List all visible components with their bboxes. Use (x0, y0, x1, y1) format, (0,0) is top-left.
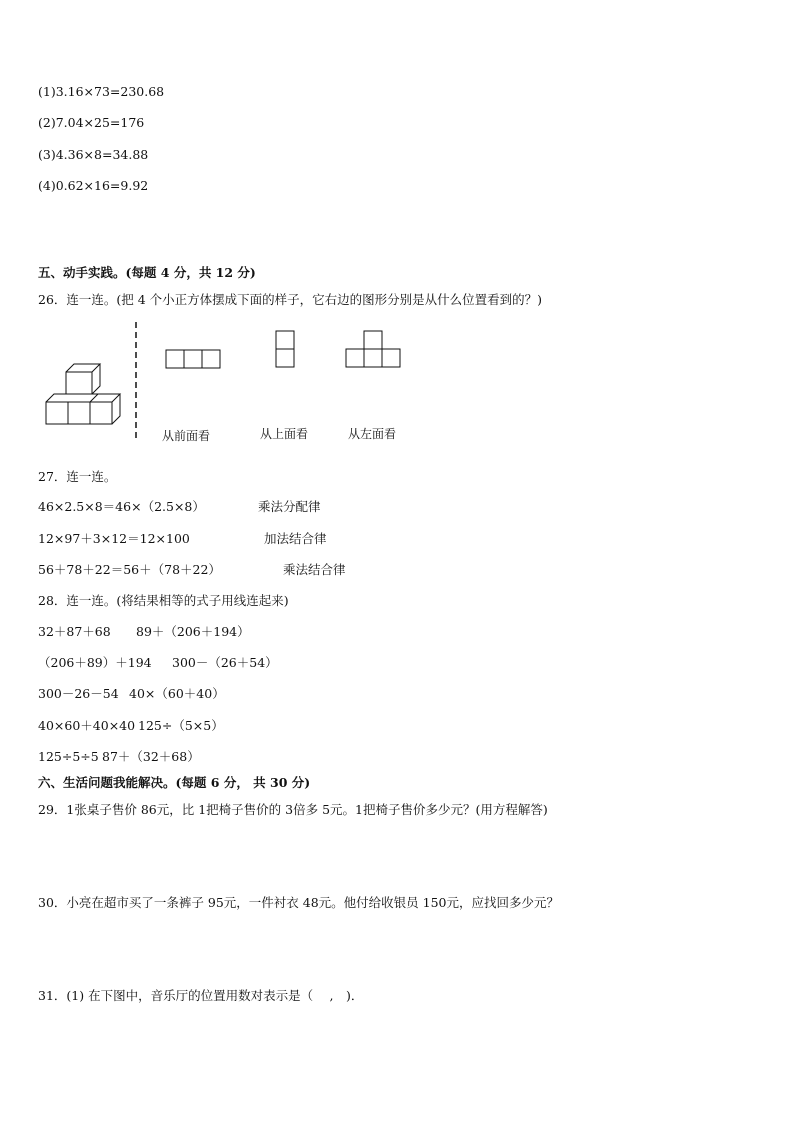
view-label-top: 从上面看 (260, 427, 309, 441)
q28-right-5: 87＋（32＋68） (102, 749, 200, 764)
q30-text: 30．小亮在超市买了一条裤子 95元，一件衬衣 48元。他付给收银员 150元，应找回多少元？ (38, 895, 559, 910)
front-view-figure (165, 349, 223, 370)
view-label-left: 从左面看 (348, 427, 397, 441)
q28-left-3: 300－26－54 (38, 686, 119, 701)
left-view-figure (345, 330, 403, 370)
view-label-front: 从前面看 (162, 429, 211, 443)
calc-result-1: (1)3.16×73=230.68 (38, 84, 165, 99)
q28-right-4: 125÷（5×5） (138, 718, 224, 733)
q26-text: 26．连一连。(把 4 个小正方体摆成下面的样子，它右边的图形分别是从什么位置看到的？) (38, 292, 543, 307)
q28-left-4: 40×60＋40×40 (38, 718, 136, 733)
calc-result-4: (4)0.62×16=9.92 (38, 178, 149, 193)
section5-heading: 五、动手实践。(每题 4 分，共 12 分) (38, 265, 256, 280)
q27-right-3: 乘法结合律 (283, 562, 346, 577)
q27-left-1: 46×2.5×8＝46×（2.5×8） (38, 499, 205, 514)
stacked-cubes-figure (40, 360, 130, 432)
calc-result-2: (2)7.04×25=176 (38, 115, 145, 130)
q27-right-2: 加法结合律 (264, 531, 327, 546)
dashed-divider (133, 322, 139, 440)
calc-result-3: (3)4.36×8=34.88 (38, 147, 149, 162)
q28-right-3: 40×（60＋40） (129, 686, 225, 701)
q28-left-1: 32＋87＋68 (38, 624, 111, 639)
q27-left-3: 56＋78＋22＝56＋（78＋22） (38, 562, 221, 577)
q27-left-2: 12×97＋3×12＝12×100 (38, 531, 190, 546)
q28-right-1: 89＋（206＋194） (136, 624, 250, 639)
section6-heading: 六、生活问题我能解决。(每题 6 分， 共 30 分) (38, 775, 311, 790)
q29-text: 29．1张桌子售价 86元，比 1把椅子售价的 3倍多 5元。1把椅子售价多少元？(用方程解答) (38, 802, 548, 817)
q31-text: 31．(1) 在下图中，音乐厅的位置用数对表示是（ , )． (38, 988, 364, 1003)
q27-text: 27．连一连。 (38, 469, 117, 484)
q28-text: 28．连一连。(将结果相等的式子用线连起来) (38, 593, 289, 608)
q28-right-2: 300－（26＋54） (172, 655, 278, 670)
top-view-figure (274, 330, 296, 370)
q27-right-1: 乘法分配律 (258, 499, 321, 514)
q28-left-5: 125÷5÷5 (38, 749, 99, 764)
q28-left-2: （206＋89）＋194 (38, 655, 152, 670)
